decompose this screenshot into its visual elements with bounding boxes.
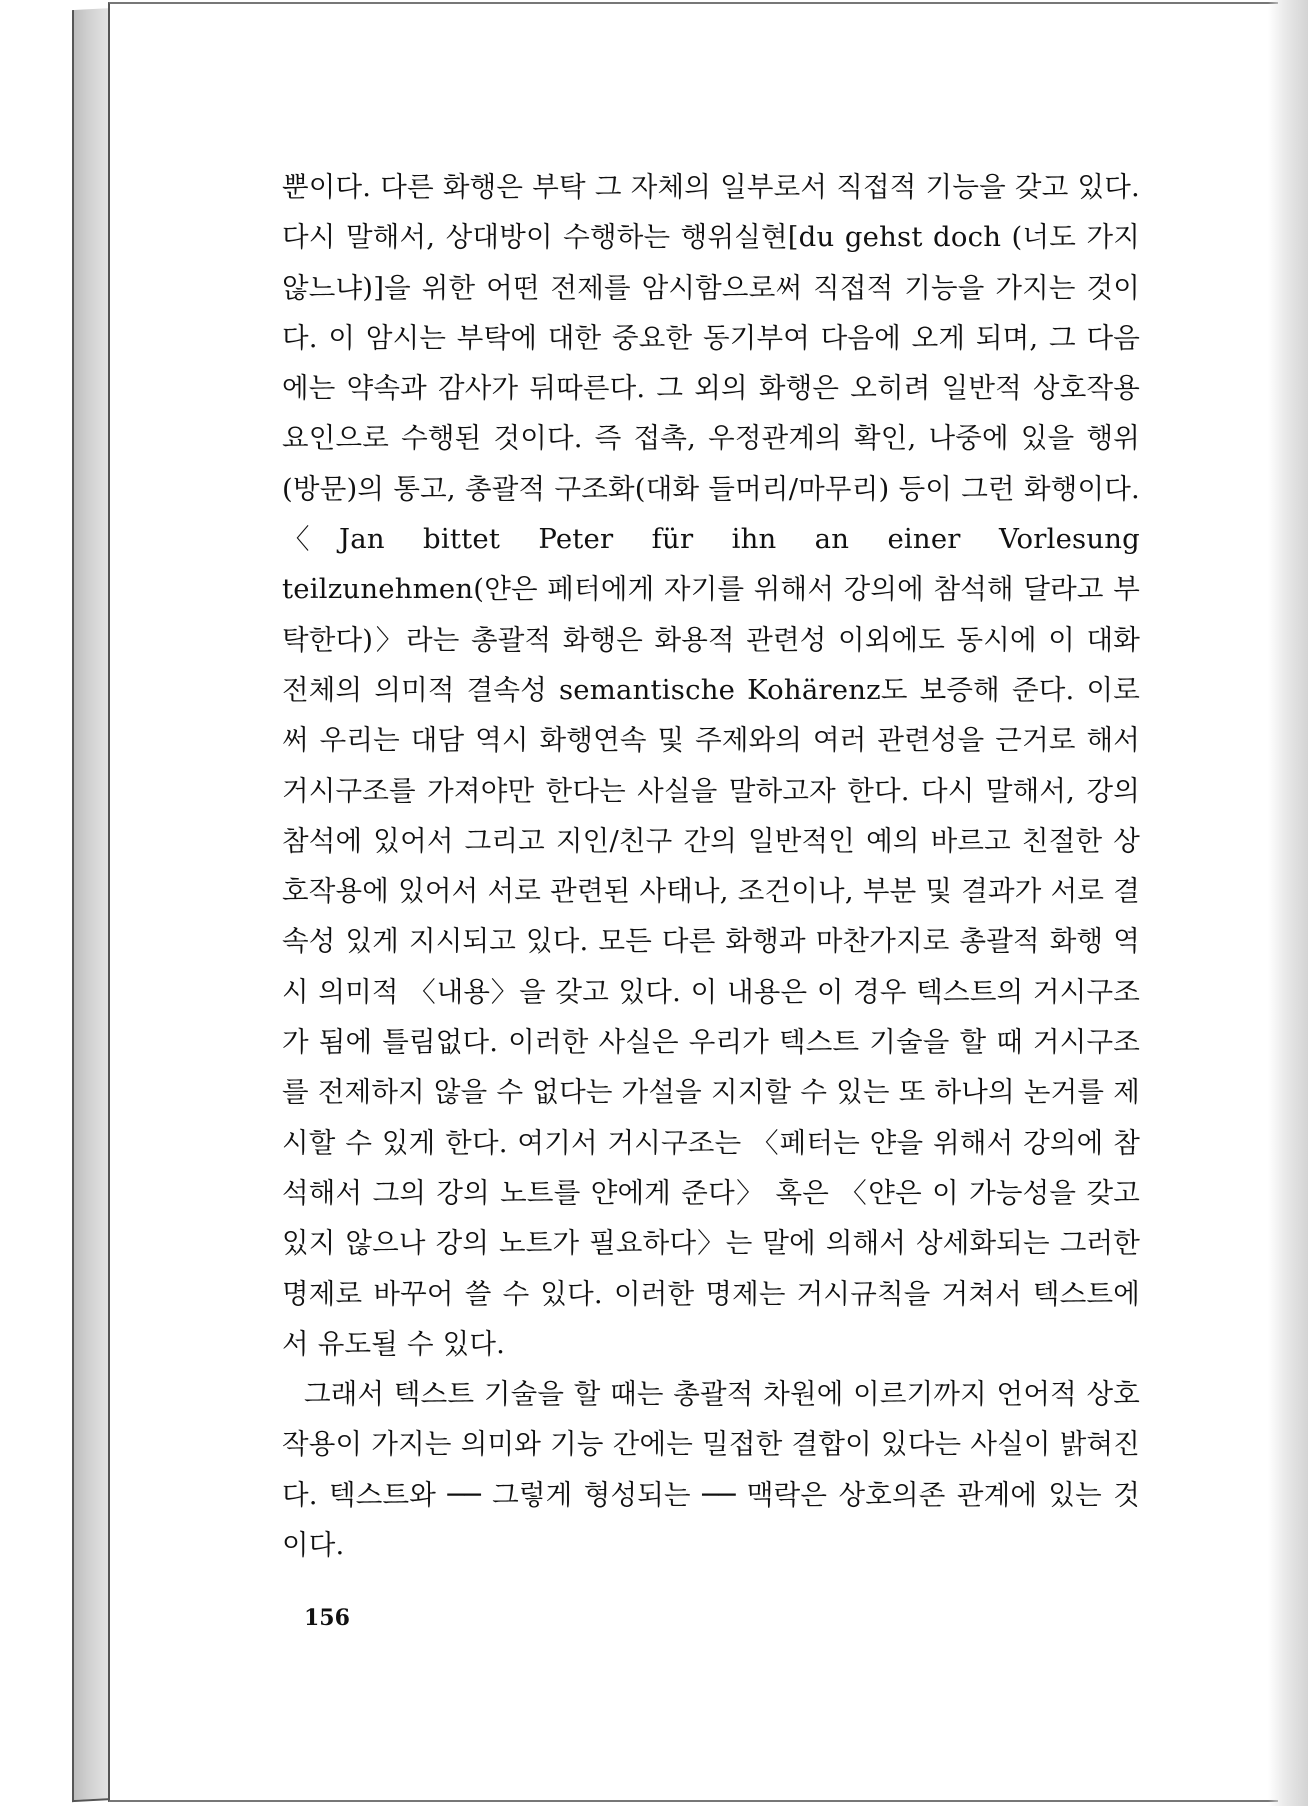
paragraph-2: 그래서 텍스트 기술을 할 때는 총괄적 차원에 이르기까지 언어적 상호작용이 가지는 의미와 기능 간에는 밀접한 결합이 있다는 사실이 밝혀진다. 텍스트와 ── 그렇게 형성되는 ── 맥락은 상호의존 관계에 있는 것이다.: [282, 1378, 1140, 1562]
paragraph-1: 뿐이다. 다른 화행은 부탁 그 자체의 일부로서 직접적 기능을 갖고 있다. 다시 말해서, 상대방이 수행하는 행위실현[du gehst doch (너도 가지 않느냐)]을 위한 어떤 전제를 암시함으로써 직접적 기능을 가지는 것이다. 이 암시는 부탁에 대한 중요한 동기부여 다음에 오게 되며, 그 다음에는 약속과 감사가 뒤따른다. 그 외의 화행은 오히려 일반적 상호작용 요인으로 수행된 것이다. 즉 접촉, 우정관계의 확인, 나중에 있을 행위(방문)의 통고, 총괄적 구조화(대화 들머리/마무리) 등이 그런 화행이다. 〈Jan bittet Peter für ihn an einer Vorlesung teilzunehmen(얀은 페터에게 자기를 위해서 강의에 참석해 달라고 부탁한다)〉라는 총괄적 화행은 화용적 관련성 이외에도 동시에 이 대화 전체의 의미적 결속성 semantische Kohärenz도 보증해 준다. 이로써 우리는 대담 역시 화행연속 및 주제와의 여러 관련성을 근거로 해서 거시구조를 가져야만 한다는 사실을 말하고자 한다. 다시 말해서, 강의참석에 있어서 그리고 지인/친구 간의 일반적인 예의 바르고 친절한 상호작용에 있어서 서로 관련된 사태나, 조건이나, 부분 및 결과가 서로 결속성 있게 지시되고 있다. 모든 다른 화행과 마찬가지로 총괄적 화행 역시 의미적 〈내용〉을 갖고 있다. 이 내용은 이 경우 텍스트의 거시구조가 됨에 틀림없다. 이러한 사실은 우리가 텍스트 기술을 할 때 거시구조를 전제하지 않을 수 없다는 가설을 지지할 수 있는 또 하나의 논거를 제시할 수 있게 한다. 여기서 거시구조는 〈페터는 얀을 위해서 강의에 참석해서 그의 강의 노트를 얀에게 준다〉 혹은 〈얀은 이 가능성을 갖고 있지 않으나 강의 노트가 필요하다〉는 말에 의해서 상세화되는 그러한 명제로 바꾸어 쓸 수 있다. 이러한 명제는 거시규칙을 거쳐서 텍스트에서 유도될 수 있다.: [282, 171, 1140, 1360]
body-text: [282, 162, 1140, 1570]
page-edge-shadow: [1268, 0, 1308, 1806]
page-number: 156: [304, 1605, 350, 1631]
book-spine: [72, 8, 112, 1802]
